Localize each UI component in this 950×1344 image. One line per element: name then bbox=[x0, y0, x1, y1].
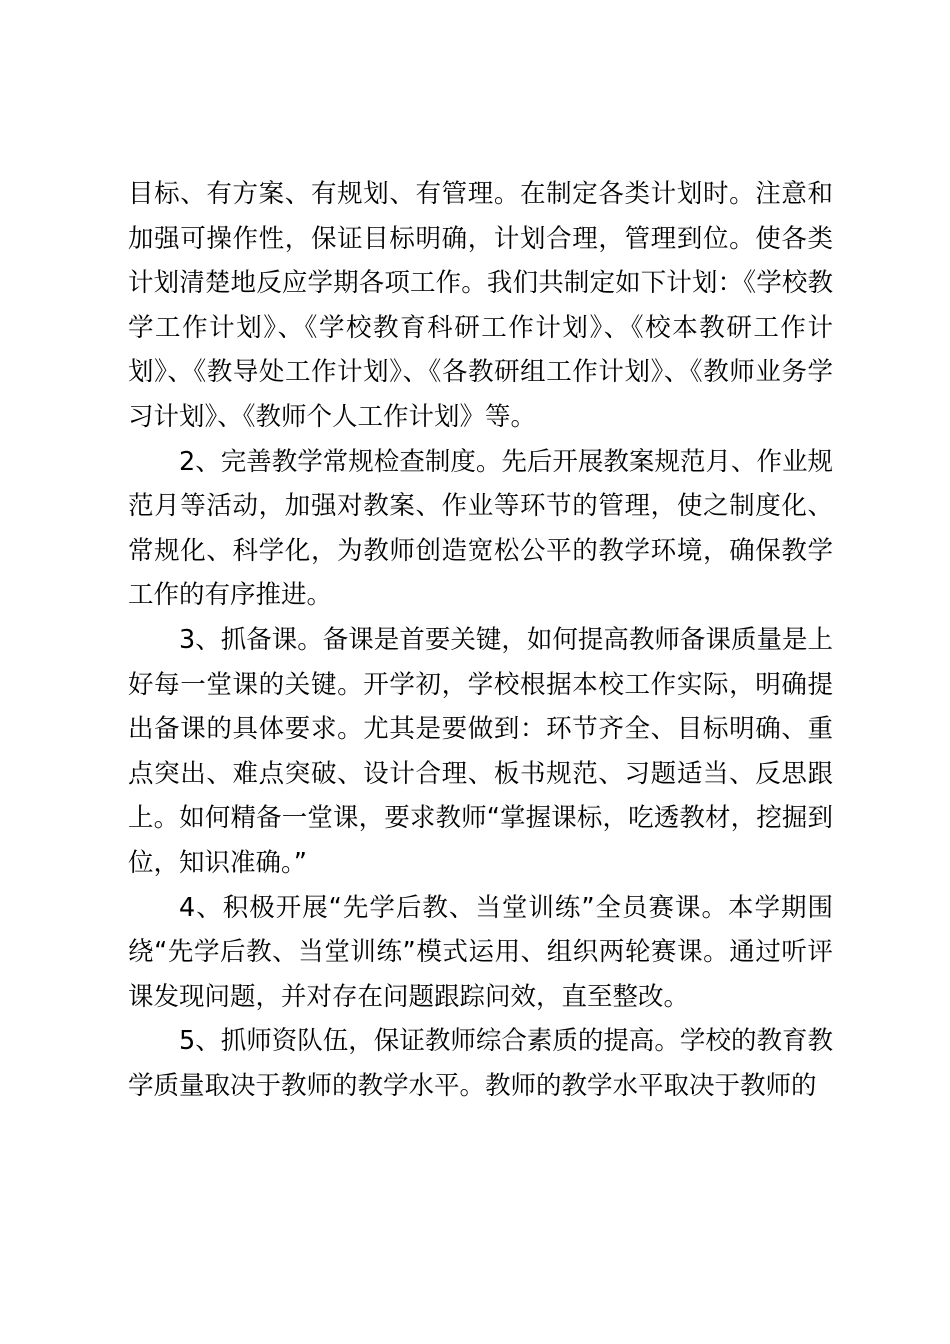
paragraph-planning-continued: 目标、有方案、有规划、有管理。在制定各类计划时。注意和加强可操作性，保证目标明确，计划合理，管理到位。使各类计划清楚地反应学期各项工作。我们共制定如下计划：《学校教学工作计划》、《学校教育科研工作计划》、《校本教研工作计划》、《教导处工作计划》、《各教研组工作计划》、《教师业务学习计划》、《教师个人工作计划》等。 bbox=[128, 179, 833, 432]
paragraph-lesson-preparation: 3、抓备课。备课是首要关键，如何提高教师备课质量是上好每一堂课的关键。开学初，学校根据本校工作实际，明确提出备课的具体要求。尤其是要做到：环节齐全、目标明确、重点突出、难点突破、设计合理、板书规范、习题适当、反思跟上。如何精备一堂课，要求教师“掌握课标，吃透教材，挖掘到位，知识准确。” bbox=[128, 624, 833, 878]
document-body bbox=[128, 172, 833, 1108]
paragraph-teacher-team: 5、抓师资队伍，保证教师综合素质的提高。学校的教育教学质量取决于教师的教学水平。教师的教学水平取决于教师的 bbox=[128, 1026, 833, 1101]
paragraph-routine-inspection: 2、完善教学常规检查制度。先后开展教案规范月、作业规范月等活动，加强对教案、作业等环节的管理，使之制度化、常规化、科学化，为教师创造宽松公平的教学环境，确保教学工作的有序推进。 bbox=[128, 446, 833, 611]
paragraph-lesson-competition: 4、积极开展“先学后教、当堂训练”全员赛课。本学期围绕“先学后教、当堂训练”模式运用、组织两轮赛课。通过听评课发现问题，并对存在问题跟踪问效，直至整改。 bbox=[128, 892, 833, 1012]
